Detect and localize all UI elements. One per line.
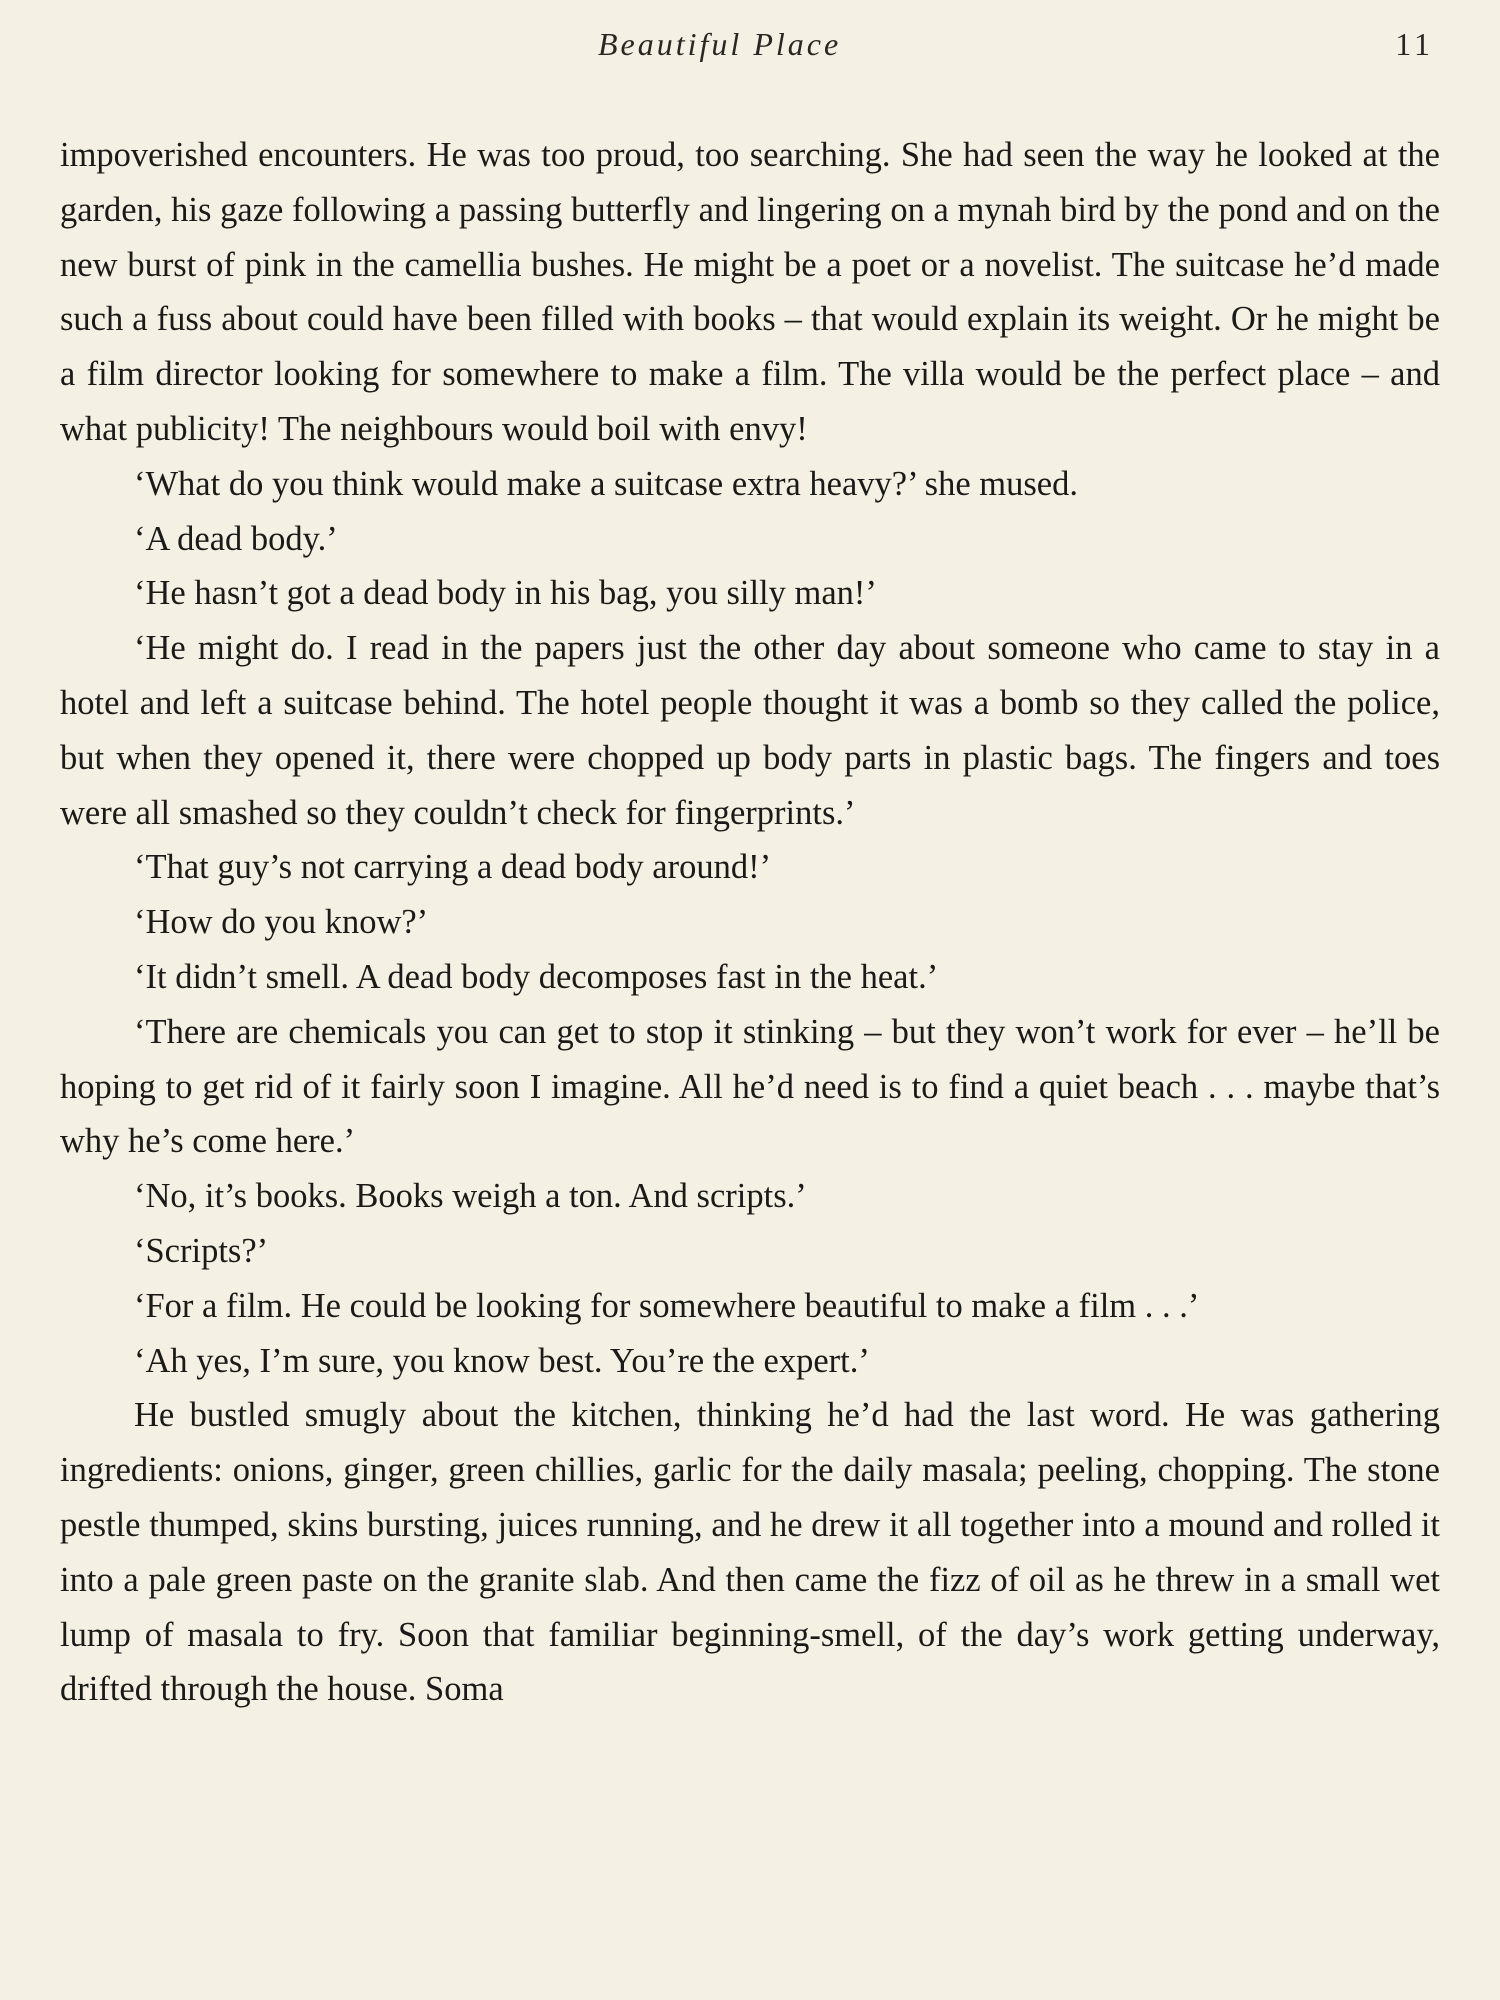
paragraph: ‘For a film. He could be looking for somewhere beautiful to make a film . . .’ xyxy=(134,1286,1200,1325)
paragraph: ‘He hasn’t got a dead body in his bag, you silly man!’ xyxy=(134,574,877,613)
page-number: 11 xyxy=(1395,26,1434,62)
paragraph: ‘Ah yes, I’m sure, you know best. You’re the expert.’ xyxy=(134,1341,870,1380)
paragraph: ‘That guy’s not carrying a dead body around!’ xyxy=(134,848,772,887)
running-head xyxy=(0,22,1500,72)
paragraph: ‘There are chemicals you can get to stop it stinking – but they won’t work for ever – he’ll be hoping to get rid of it fairly soon I imagine. All he’d need is to find a quiet beach . . . maybe that’s why he’s come here.’ xyxy=(60,1012,1440,1161)
paragraph: ‘A dead body.’ xyxy=(134,519,338,558)
paragraph: ‘He might do. I read in the papers just the other day about someone who came to stay in a hotel and left a suitcase behind. The hotel people thought it was a bomb so they called the police, but when they opened it, there were chopped up body parts in plastic bags. The fingers and toes were all smashed so they couldn’t check for fingerprints.’ xyxy=(60,629,1440,832)
paragraph: ‘How do you know?’ xyxy=(134,903,429,942)
paragraph: ‘No, it’s books. Books weigh a ton. And scripts.’ xyxy=(134,1177,807,1216)
body-text xyxy=(60,128,1440,1717)
running-head-title: Beautiful Place xyxy=(598,26,842,62)
paragraph: impoverished encounters. He was too proud, too searching. She had seen the way he looked at the garden, his gaze following a passing butterfly and lingering on a mynah bird by the pond and on the new burst of pink in the camellia bushes. He might be a poet or a novelist. The suitcase he’d made such a fuss about could have been filled with books – that would explain its weight. Or he might be a film director looking for somewhere to make a film. The villa would be the perfect place – and what publicity! The neighbours would boil with envy! xyxy=(60,136,1440,448)
paragraph: ‘It didn’t smell. A dead body decomposes fast in the heat.’ xyxy=(134,957,939,996)
paragraph: ‘Scripts?’ xyxy=(134,1231,269,1270)
paragraph: ‘What do you think would make a suitcase extra heavy?’ she mused. xyxy=(134,464,1078,503)
paragraph: He bustled smugly about the kitchen, thinking he’d had the last word. He was gathering ingredients: onions, ginger, green chillies, garlic for the daily masala; peeling, chopping. The stone pestle thumped, skins bursting, juices running, and he drew it all together into a mound and rolled it into a pale green paste on the granite slab. And then came the fizz of oil as he threw in a small wet lump of masala to fry. Soon that familiar beginning-smell, of the day’s work getting underway, drifted through the house. Soma xyxy=(60,1396,1440,1709)
